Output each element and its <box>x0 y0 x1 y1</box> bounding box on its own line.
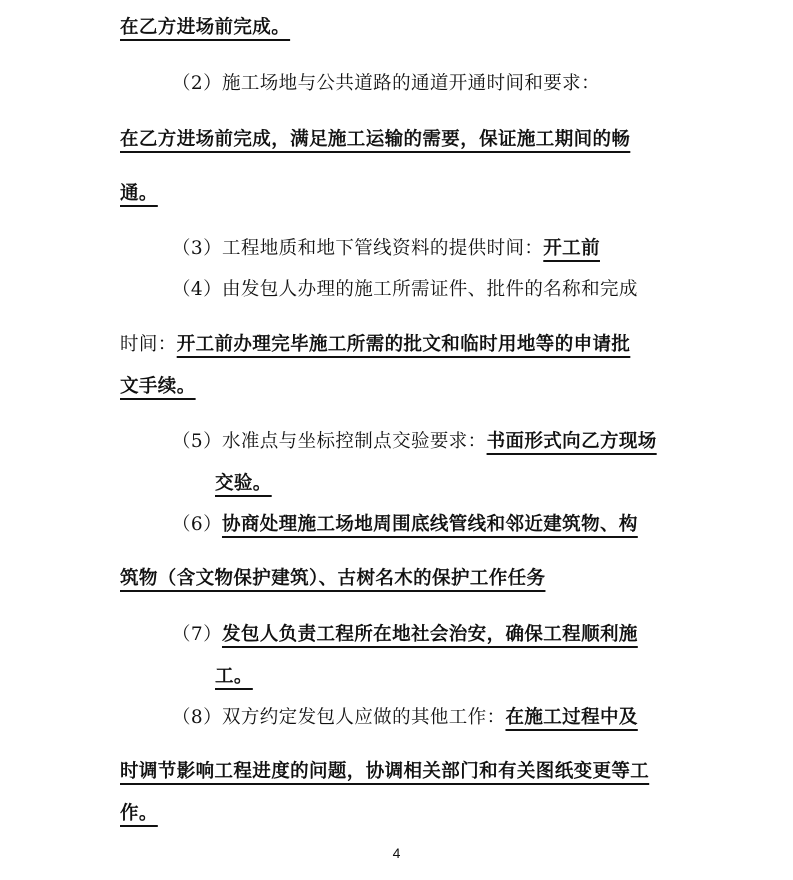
underlined-text: 书面形式向乙方现场 <box>486 431 657 452</box>
text-line-17 <box>120 802 158 826</box>
plain-text: （2）施工场地与公共道路的通道开通时间和要求： <box>172 73 600 94</box>
underlined-text: 工。 <box>215 666 253 687</box>
text-line-5 <box>172 237 600 261</box>
text-line-12 <box>120 567 545 591</box>
text-line-11 <box>172 513 638 537</box>
text-line-4 <box>120 182 158 206</box>
plain-text: （6） <box>172 514 222 535</box>
underlined-text: 发包人负责工程所在地社会治安，确保工程顺利施 <box>221 624 638 645</box>
plain-text: （7） <box>172 624 222 645</box>
plain-text: （8）双方约定发包人应做的其他工作： <box>172 707 506 728</box>
underlined-text: 作。 <box>120 803 158 824</box>
plain-text: 时间： <box>120 334 177 355</box>
underlined-text: 开工前 <box>543 238 600 259</box>
text-line-2 <box>172 72 600 96</box>
text-line-6 <box>172 278 638 302</box>
underlined-text: 在施工过程中及 <box>505 707 638 728</box>
text-line-16 <box>120 760 649 784</box>
page-number: 4 <box>392 845 401 861</box>
text-line-1 <box>120 16 290 40</box>
underlined-text: 文手续。 <box>120 376 196 397</box>
text-line-10 <box>215 472 272 496</box>
text-line-8 <box>120 375 196 399</box>
underlined-text: 在乙方进场前完成，满足施工运输的需要，保证施工期间的畅 <box>120 129 631 150</box>
text-line-7 <box>120 333 630 357</box>
text-line-15 <box>172 706 638 730</box>
text-line-13 <box>172 623 638 647</box>
underlined-text: 交验。 <box>215 473 272 494</box>
plain-text: （4）由发包人办理的施工所需证件、批件的名称和完成 <box>172 279 638 300</box>
text-line-9 <box>172 430 657 454</box>
underlined-text: 时调节影响工程进度的问题，协调相关部门和有关图纸变更等工 <box>120 761 650 782</box>
underlined-text: 开工前办理完毕施工所需的批文和临时用地等的申请批 <box>176 334 631 355</box>
plain-text: （3）工程地质和地下管线资料的提供时间： <box>172 238 544 259</box>
text-line-14 <box>215 665 253 689</box>
underlined-text: 通。 <box>120 183 158 204</box>
text-line-3 <box>120 128 630 152</box>
underlined-text: 协商处理施工场地周围底线管线和邻近建筑物、构 <box>221 514 638 535</box>
plain-text: （5）水准点与坐标控制点交验要求： <box>172 431 487 452</box>
underlined-text: 筑物（含文物保护建筑）、古树名木的保护工作任务 <box>120 568 546 589</box>
underlined-text: 在乙方进场前完成。 <box>120 17 291 38</box>
